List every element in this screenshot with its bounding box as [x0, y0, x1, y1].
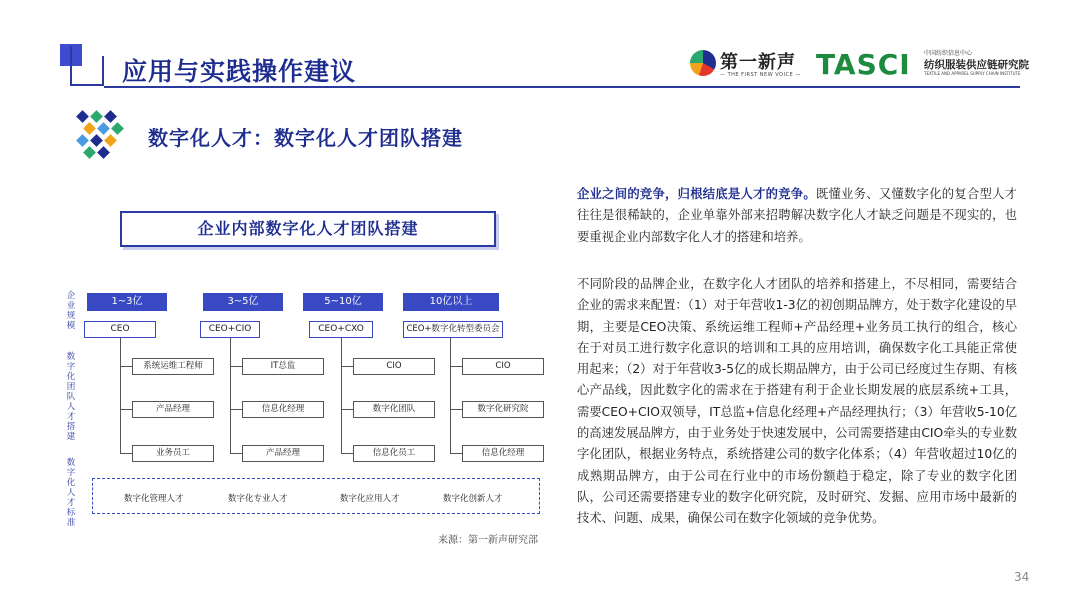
page-number: 34 — [1014, 570, 1030, 584]
lead-col-4: CEO+数字化转型委员会 — [403, 321, 503, 338]
paragraph-intro-body: 既懂业务、又懂数字化的复合型人才往往是很稀缺的，企业单靠外部来招聘解决数字化人才缺乏问题是不现实的，也要重视企业内部数字化人才的搭建和培养。 — [577, 187, 1017, 244]
role-box: 信息化员工 — [353, 445, 435, 462]
role-box: 产品经理 — [132, 401, 214, 418]
connector-line — [230, 409, 242, 410]
role-box: 业务员工 — [132, 445, 214, 462]
paragraph-intro-highlight: 企业之间的竞争，归根结底是人才的竞争。 — [577, 187, 816, 201]
role-box: 产品经理 — [242, 445, 324, 462]
header-divider — [104, 86, 1020, 88]
row-label-structure: 数字化团队人才搭建 — [66, 352, 76, 442]
connector-line — [120, 366, 132, 367]
tier-10-plus: 10亿以上 — [403, 293, 499, 311]
header-decoration-bracket — [70, 56, 104, 86]
tasci-logo — [816, 48, 1029, 82]
connector-line — [120, 453, 132, 454]
tasci-logo-wordmark: TASCI — [816, 48, 911, 81]
connector-line — [450, 366, 462, 367]
paragraph-intro — [577, 184, 1017, 248]
connector-line — [120, 409, 132, 410]
diagram-source: 来源：第一新声研究部 — [438, 535, 538, 546]
row-label-scale: 企业规模 — [66, 291, 76, 331]
tier-3-5: 3~5亿 — [203, 293, 283, 311]
connector-line — [450, 338, 451, 454]
tier-5-10: 5~10亿 — [303, 293, 383, 311]
first-voice-logo-name: 第一新声 — [720, 52, 796, 73]
connector-line — [120, 338, 121, 454]
page-title: 应用与实践操作建议 — [122, 57, 357, 86]
tier-1-3: 1~3亿 — [87, 293, 167, 311]
tasci-logo-english: TEXTILE AND APPAREL SUPPLY CHAIN INSTITUTE — [924, 71, 1021, 76]
tasci-logo-org: 中国纺织信息中心 — [924, 50, 973, 57]
connector-line — [341, 453, 353, 454]
section-title: 数字化人才：数字化人才团队搭建 — [148, 126, 463, 150]
connector-line — [230, 338, 231, 454]
role-box: IT总监 — [242, 358, 324, 375]
role-box: 数字化团队 — [353, 401, 435, 418]
first-voice-logo-sub: — THE FIRST NEW VOICE — — [720, 72, 801, 78]
role-box: 信息化经理 — [462, 445, 544, 462]
first-voice-logo — [690, 46, 800, 82]
diamond-cluster-icon — [74, 108, 130, 158]
role-box: 数字化研究院 — [462, 401, 544, 418]
connector-line — [450, 409, 462, 410]
connector-line — [341, 409, 353, 410]
tasci-logo-institute: 纺织服装供应链研究院 — [924, 59, 1029, 71]
diagram-title: 企业内部数字化人才团队搭建 — [120, 211, 496, 247]
connector-line — [230, 453, 242, 454]
row-label-standard: 数字化人才标准 — [66, 458, 76, 528]
standard-label: 数字化创新人才 — [443, 494, 503, 504]
lead-col-1: CEO — [84, 321, 156, 338]
standard-label: 数字化专业人才 — [228, 494, 288, 504]
connector-line — [341, 366, 353, 367]
lead-col-2: CEO+CIO — [200, 321, 260, 338]
role-box: CIO — [353, 358, 435, 375]
role-box: 系统运维工程师 — [132, 358, 214, 375]
standard-label: 数字化管理人才 — [124, 494, 184, 504]
connector-line — [450, 453, 462, 454]
connector-line — [230, 366, 242, 367]
standard-label: 数字化应用人才 — [340, 494, 400, 504]
lead-col-3: CEO+CXO — [309, 321, 373, 338]
role-box: 信息化经理 — [242, 401, 324, 418]
first-voice-logo-icon — [690, 50, 716, 76]
connector-line — [341, 338, 342, 454]
paragraph-stages: 不同阶段的品牌企业，在数字化人才团队的培养和搭建上，不尽相同，需要结合企业的需求来配置：（1）对于年营收1-3亿的初创期品牌方，处于数字化建设的早期，主要是CEO决策、系统运维工程师+产品经理+业务员工执行的组合，核心在于对员工进行数字化意识的培训和工具的应用培训，确保数字化工具能正常使用起来；（2）对于年营收3-5亿的成长期品牌方，由于公司已经度过生存期、有核心产品线，因此数字化的需求在于搭建有利于企业长期发展的底层系统+工具，需要CEO+CIO双领导，IT总监+信息化经理+产品经理执行；（3）年营收5-10亿的高速发展品牌方，由于业务处于快速发展中，公司需要搭建由CIO牵头的专业数字化团队，根据业务特点，系统搭建公司的数字化体系；（4）年营收超过10亿的成熟期品牌方，由于公司在行业中的市场份额趋于稳定，除了专业的数字化团队，公司还需要搭建专业的数字化研究院，及时研究、发掘、应用市场中最新的技术、问题、成果，确保公司在数字化领域的竞争优势。 — [577, 277, 1017, 526]
role-box: CIO — [462, 358, 544, 375]
